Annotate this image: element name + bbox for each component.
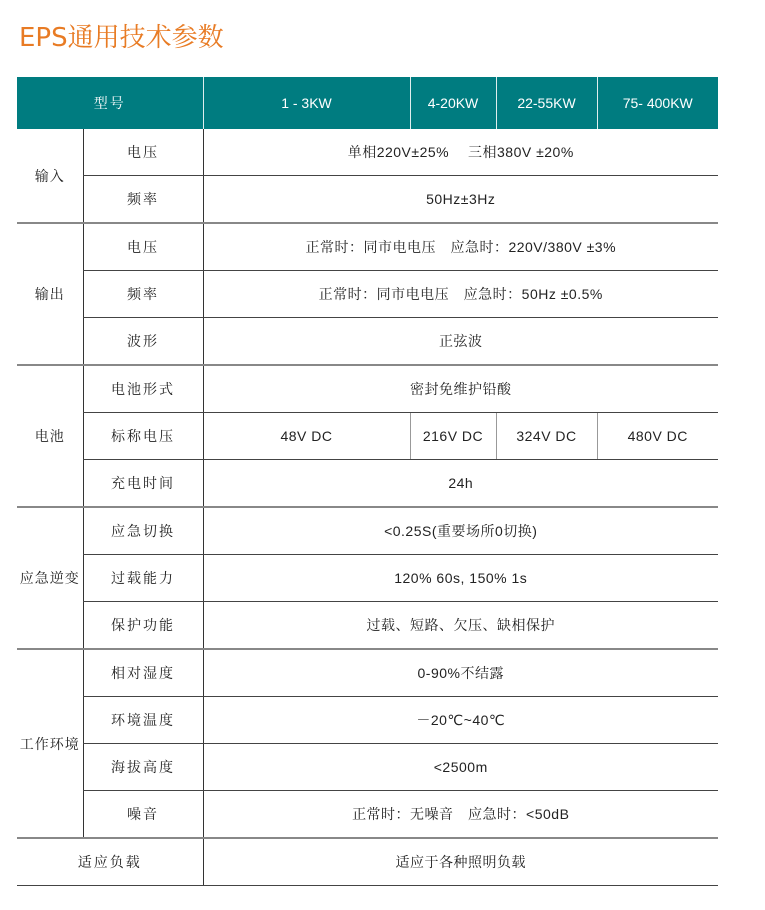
row-value: 0-90%不结露 (203, 649, 718, 697)
row-label: 电压 (83, 129, 203, 176)
page-title: EPS通用技术参数 (19, 23, 224, 53)
table-row (17, 223, 718, 271)
row-label: 相对湿度 (83, 649, 203, 697)
table-row (17, 744, 718, 791)
row-value: 正常时：无噪音 应急时：<50dB (203, 791, 718, 839)
row-value: 正常时：同市电电压 应急时：50Hz ±0.5% (203, 271, 718, 318)
row-label: 噪音 (83, 791, 203, 839)
row-value: <2500m (203, 744, 718, 791)
table-row (17, 413, 718, 460)
table-row (17, 838, 718, 886)
row-label-load: 适应负载 (17, 838, 203, 886)
row-label: 电池形式 (83, 365, 203, 413)
row-label: 充电时间 (83, 460, 203, 508)
spec-table (17, 77, 718, 886)
row-label: 波形 (83, 318, 203, 366)
table-row (17, 602, 718, 650)
table-row (17, 318, 718, 366)
header-model: 型号 (17, 77, 203, 129)
row-value: 密封免维护铅酸 (203, 365, 718, 413)
row-label: 环境温度 (83, 697, 203, 744)
row-value: 过载、短路、欠压、缺相保护 (203, 602, 718, 650)
table-row (17, 271, 718, 318)
row-value: 正弦波 (203, 318, 718, 366)
row-value: 24h (203, 460, 718, 508)
table-row (17, 697, 718, 744)
row-value-22-55kw: 324V DC (496, 413, 597, 460)
row-value-1-3kw: 48V DC (203, 413, 410, 460)
row-value: 120% 60s, 150% 1s (203, 555, 718, 602)
row-label: 频率 (83, 271, 203, 318)
table-row (17, 507, 718, 555)
row-label: 海拔高度 (83, 744, 203, 791)
row-value: 50Hz±3Hz (203, 176, 718, 224)
row-label: 电压 (83, 223, 203, 271)
category-battery: 电池 (17, 365, 83, 507)
header-4-20kw: 4-20KW (410, 77, 496, 129)
table-row (17, 129, 718, 176)
row-label: 应急切换 (83, 507, 203, 555)
row-label: 过载能力 (83, 555, 203, 602)
table-row (17, 555, 718, 602)
header-75-400kw: 75- 400KW (597, 77, 718, 129)
row-value: －20℃~40℃ (203, 697, 718, 744)
category-environment: 工作环境 (17, 649, 83, 838)
table-row (17, 649, 718, 697)
table-header-row (17, 77, 718, 129)
header-22-55kw: 22-55KW (496, 77, 597, 129)
row-value: <0.25S(重要场所0切换) (203, 507, 718, 555)
category-output: 输出 (17, 223, 83, 365)
header-1-3kw: 1 - 3KW (203, 77, 410, 129)
row-value: 单相220V±25% 三相380V ±20% (203, 129, 718, 176)
row-value-4-20kw: 216V DC (410, 413, 496, 460)
category-emergency-inverter: 应急逆变 (17, 507, 83, 649)
row-label: 频率 (83, 176, 203, 224)
category-input: 输入 (17, 129, 83, 223)
row-value: 正常时：同市电电压 应急时：220V/380V ±3% (203, 223, 718, 271)
table-row (17, 176, 718, 224)
table-row (17, 365, 718, 413)
table-row (17, 791, 718, 839)
table-row (17, 460, 718, 508)
row-label: 标称电压 (83, 413, 203, 460)
row-value-load: 适应于各种照明负载 (203, 838, 718, 886)
row-value-75-400kw: 480V DC (597, 413, 718, 460)
row-label: 保护功能 (83, 602, 203, 650)
